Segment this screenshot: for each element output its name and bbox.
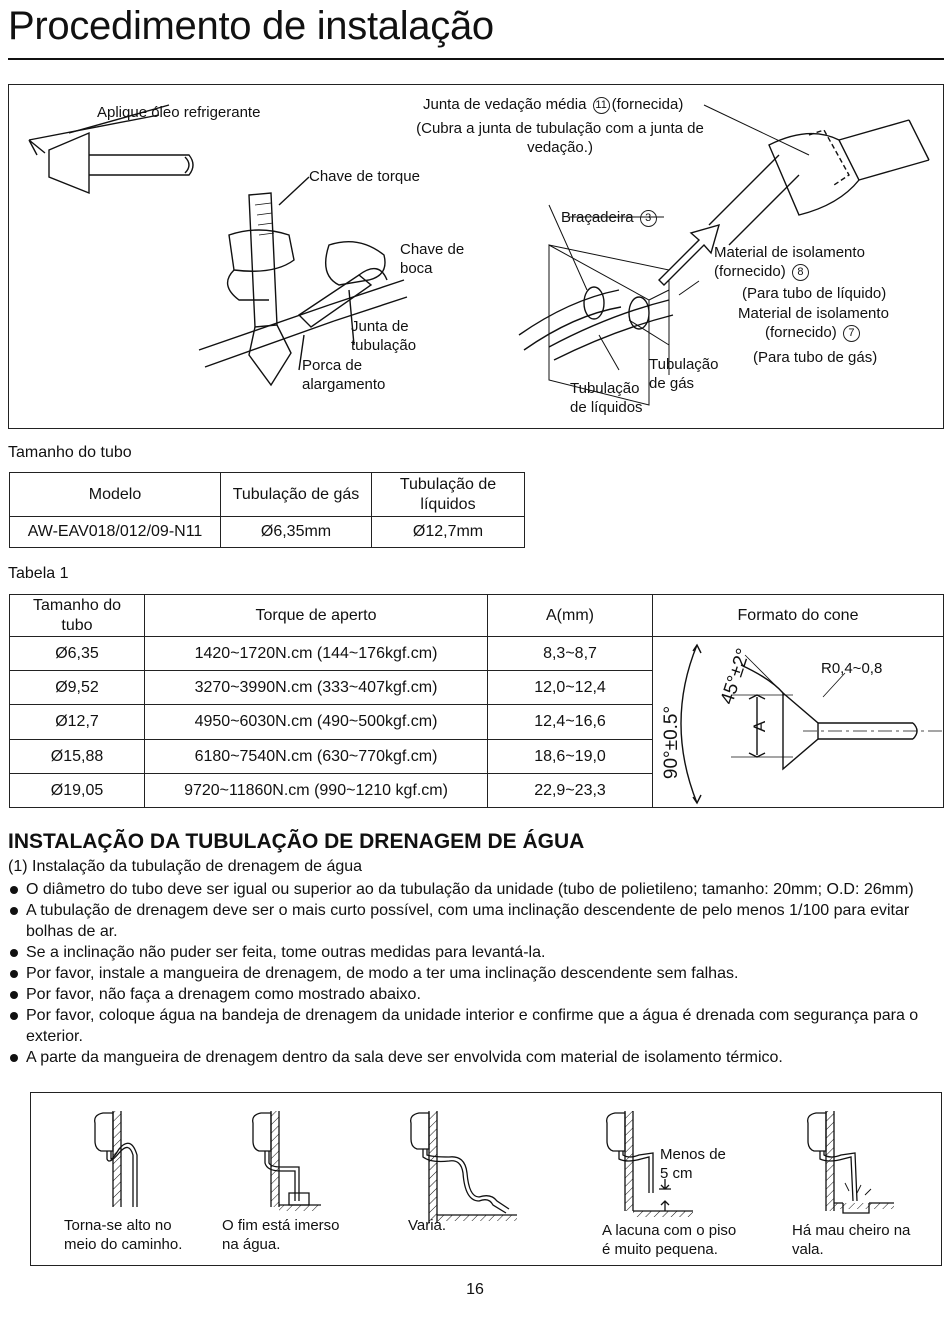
pipe-size-liquid: Ø12,7mm — [372, 517, 525, 548]
torque-row-a: 12,0~12,4 — [488, 671, 653, 705]
torque-wrench-label: Chave de torque — [309, 168, 420, 185]
pipe-joint-label: Junta de tubulação — [351, 318, 417, 354]
torque-row-a: 22,9~23,3 — [488, 774, 653, 808]
page-title: Procedimento de instalação — [8, 4, 494, 48]
cone-radius-label: R0,4~0,8 — [821, 660, 883, 677]
torque-row-a: 12,4~16,6 — [488, 705, 653, 740]
drain-case-label: O fim está imerso na água. — [222, 1217, 340, 1253]
list-item: A tubulação de drenagem deve ser o mais curto possível, com uma inclinação descendente de pelo menos 1/100 para evitar bolhas de ar. — [8, 900, 944, 942]
torque-header-cone: Formato do cone — [653, 595, 944, 637]
gas-pipe-label: Tubulação de gás — [649, 356, 719, 392]
seal-note: (Cubra a junta de tubulação com a junta de vedação.) — [416, 120, 704, 156]
torque-row-torque: 9720~11860N.cm (990~1210 kgf.cm) — [145, 774, 488, 808]
cone-angle-90: 90°±0.5° — [661, 705, 683, 780]
cone-angle-45: 45°±2° — [716, 645, 755, 708]
list-item: Por favor, instale a mangueira de drenagem, de modo a ter uma inclinação descendente sem falhas. — [8, 963, 944, 984]
torque-row-torque: 3270~3990N.cm (333~407kgf.cm) — [145, 671, 488, 705]
pipe-size-gas: Ø6,35mm — [221, 517, 372, 548]
insulation-liquid-label — [714, 243, 865, 281]
insulation-liquid-number: 8 — [792, 264, 809, 281]
drain-case-label: Torna-se alto no meio do caminho. — [64, 1217, 183, 1253]
seal-label-text: Junta de vedação média — [423, 96, 591, 113]
oil-label: Aplique óleo refrigerante — [97, 104, 261, 121]
seal-number: 11 — [593, 97, 610, 114]
torque-row-size: Ø9,52 — [10, 671, 145, 705]
torque-row-a: 8,3~8,7 — [488, 637, 653, 671]
torque-row-size: Ø12,7 — [10, 705, 145, 740]
page-number: 16 — [466, 1281, 484, 1298]
list-item: Por favor, não faça a drenagem como mostrado abaixo. — [8, 984, 944, 1005]
list-item: Se a inclinação não puder ser feita, tome outras medidas para levantá-la. — [8, 942, 944, 963]
torque-row-torque: 4950~6030N.cm (490~500kgf.cm) — [145, 705, 488, 740]
drain-heading: INSTALAÇÃO DA TUBULAÇÃO DE DRENAGEM DE ÁGUA — [8, 830, 585, 853]
cone-shape-cell — [653, 637, 944, 808]
drain-subheading: (1) Instalação da tubulação de drenagem de água — [8, 858, 363, 875]
clamp-label-text: Braçadeira — [561, 209, 638, 226]
pipe-size-table — [9, 472, 525, 548]
pipe-size-model: AW-EAV018/012/09-N11 — [10, 517, 221, 548]
torque-row-size: Ø6,35 — [10, 637, 145, 671]
cone-shape-drawing — [653, 637, 945, 809]
drain-figure — [30, 1092, 942, 1266]
drain-case-label: Há mau cheiro na vala. — [792, 1222, 911, 1258]
torque-row-a: 18,6~19,0 — [488, 740, 653, 774]
clamp-label — [561, 208, 659, 227]
flare-nut-label: Porca de alargamento — [302, 357, 386, 393]
list-item: A parte da mangueira de drenagem dentro da sala deve ser envolvida com material de isolamento térmico. — [8, 1047, 944, 1068]
torque-row-size: Ø15,88 — [10, 740, 145, 774]
pipe-size-header-liquid: Tubulação de líquidos — [372, 473, 525, 517]
title-rule — [8, 58, 944, 60]
torque-row-size: Ø19,05 — [10, 774, 145, 808]
list-item: Por favor, coloque água na bandeja de drenagem da unidade interior e confirme que a água é drenada com segurança para o exterior. — [8, 1005, 944, 1047]
insulation-gas-text: Material de isolamento (fornecido) — [738, 305, 889, 341]
seal-label-suffix: (fornecida) — [611, 96, 684, 113]
liquid-pipe-label: Tubulação de líquidos — [570, 380, 643, 416]
drain-bullets — [8, 879, 944, 1068]
drain-case-label: Varia. — [408, 1217, 447, 1234]
insulation-gas-number: 7 — [843, 325, 860, 342]
insulation-liquid-for: (Para tubo de líquido) — [742, 285, 887, 302]
torque-row-torque: 1420~1720N.cm (144~176kgf.cm) — [145, 637, 488, 671]
torque-row-torque: 6180~7540N.cm (630~770kgf.cm) — [145, 740, 488, 774]
list-item: O diâmetro do tubo deve ser igual ou superior ao da tubulação da unidade (tubo de polietileno; tamanho: 20mm; O.D: 26mm) — [8, 879, 944, 900]
insulation-gas-label — [738, 304, 889, 342]
clamp-number: 3 — [640, 210, 657, 227]
pipe-size-caption: Tamanho do tubo — [8, 444, 132, 461]
cone-a-label: A — [750, 720, 770, 733]
pipe-size-header-model: Modelo — [10, 473, 221, 517]
table1-caption: Tabela 1 — [8, 565, 69, 582]
seal-label — [423, 95, 683, 114]
torque-table — [9, 594, 944, 808]
gap-label: Menos de 5 cm — [660, 1146, 726, 1182]
torque-header-a: A(mm) — [488, 595, 653, 637]
torque-header-torque: Torque de aperto — [145, 595, 488, 637]
pipe-size-header-gas: Tubulação de gás — [221, 473, 372, 517]
torque-header-size: Tamanho do tubo — [10, 595, 145, 637]
installation-figure — [8, 84, 944, 429]
drain-case-label: A lacuna com o piso é muito pequena. — [602, 1222, 737, 1258]
insulation-gas-for: (Para tubo de gás) — [753, 349, 878, 366]
insulation-liquid-text: Material de isolamento (fornecido) — [714, 244, 865, 280]
open-wrench-label: Chave de boca — [400, 241, 465, 277]
